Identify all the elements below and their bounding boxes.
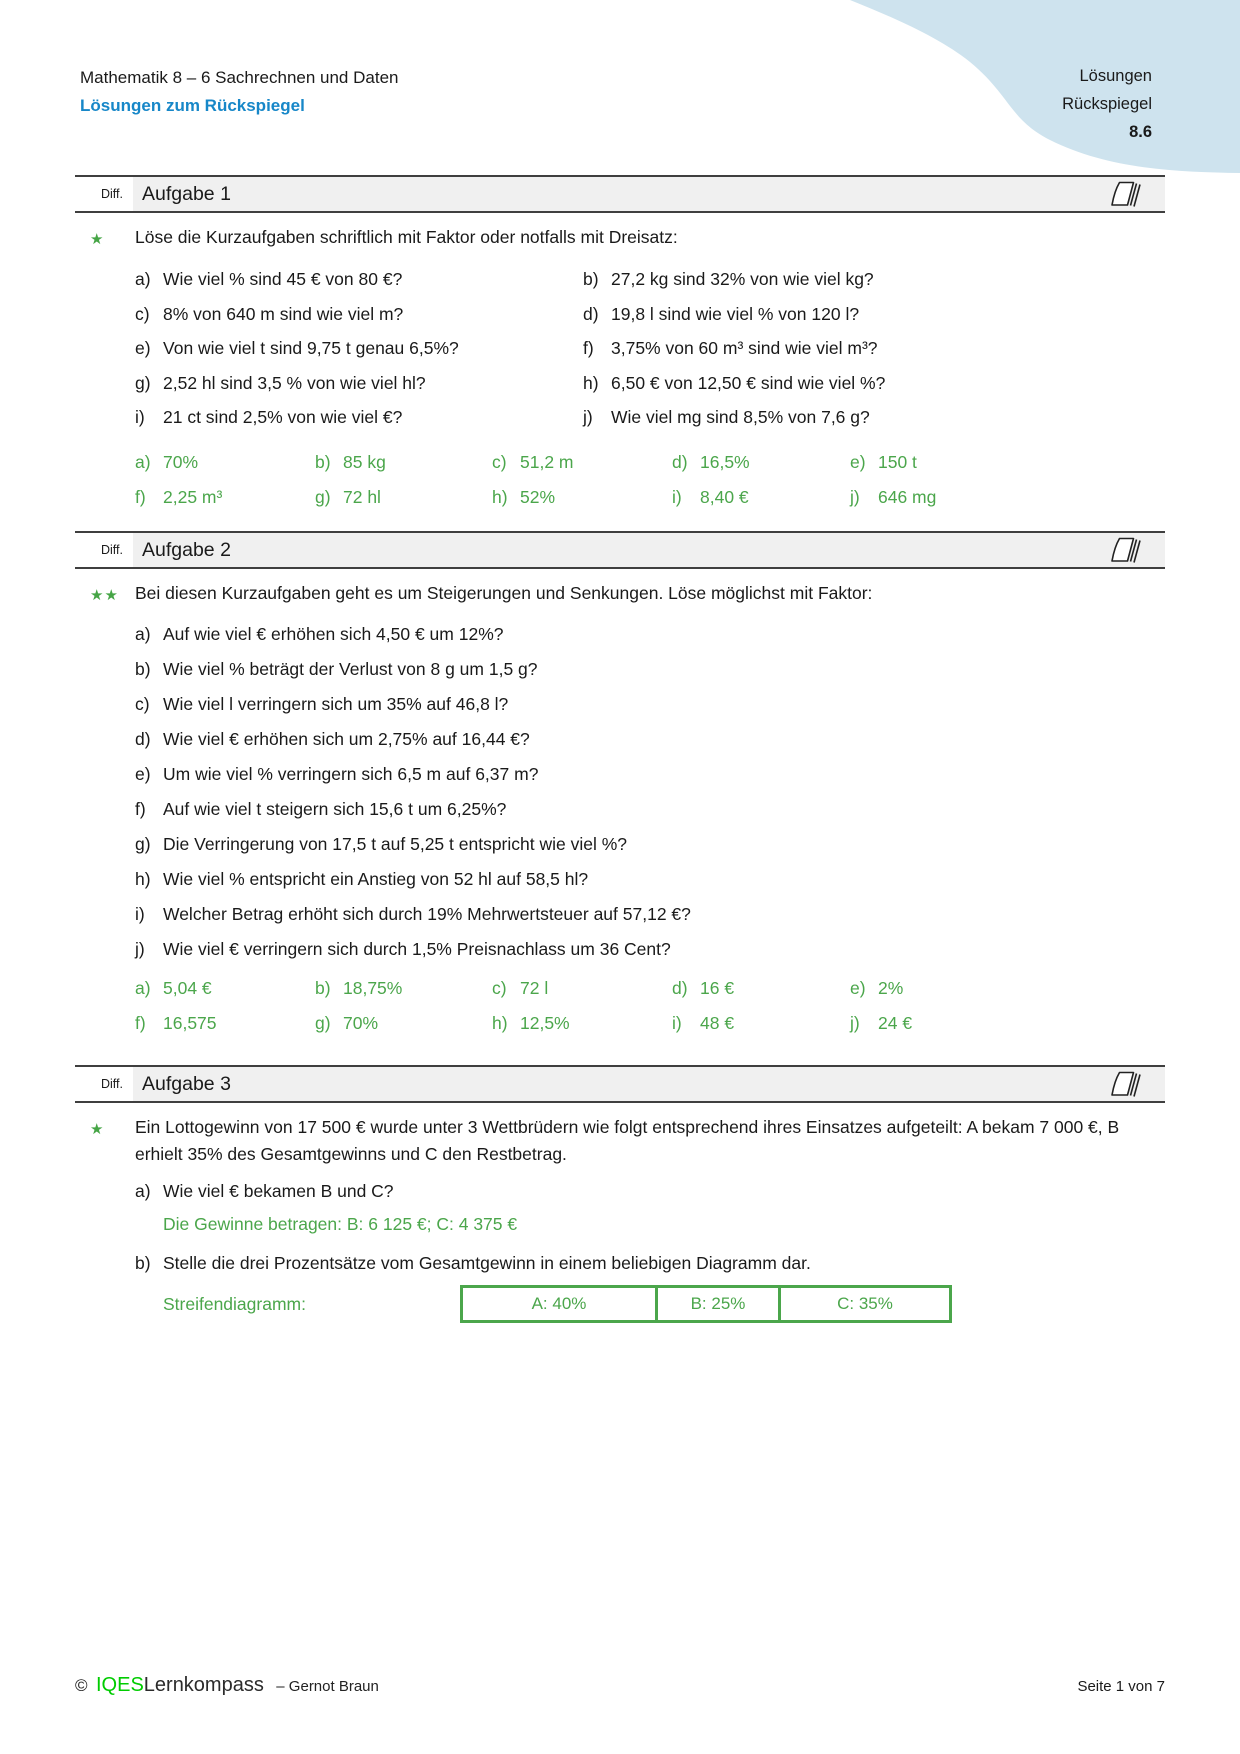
answer-value: 2% <box>878 978 904 998</box>
question-letter: b) <box>135 659 151 679</box>
question-item <box>135 1248 1165 1278</box>
diff-label: Diff. <box>75 177 133 211</box>
question-item <box>135 792 1165 827</box>
task-3-icon-cell <box>1105 1067 1165 1101</box>
answer-item <box>135 1006 315 1041</box>
question-letter: a) <box>135 1181 151 1201</box>
pages-icon <box>1105 536 1145 564</box>
answer-item <box>315 445 492 480</box>
answer-value: 150 t <box>878 451 917 472</box>
answer-item <box>135 445 315 480</box>
question-text: Wie viel % sind 45 € von 80 €? <box>163 269 403 289</box>
question-text: 3,75% von 60 m³ sind wie viel m³? <box>611 338 878 358</box>
answer-value: 12,5% <box>520 1013 570 1033</box>
task-2-intro-row <box>75 580 1165 609</box>
question-text: 2,52 hl sind 3,5 % von wie viel hl? <box>163 372 426 393</box>
question-item <box>135 1176 1165 1206</box>
answer-letter: f) <box>135 1013 146 1033</box>
question-item <box>583 297 1165 332</box>
task-1-intro: Löse die Kurzaufgaben schriftlich mit Faktor oder notfalls mit Dreisatz: <box>135 227 678 247</box>
answer-item <box>315 971 492 1006</box>
question-item <box>135 862 1165 897</box>
answer-value: 16,575 <box>163 1013 217 1033</box>
answer-value: 2,25 m³ <box>163 486 223 507</box>
answer-letter: h) <box>492 1013 508 1033</box>
task-3 <box>75 1065 1165 1324</box>
answer-value: 16,5% <box>700 451 750 472</box>
question-item <box>135 617 1165 652</box>
iqes-logo-text: IQES <box>95 1674 144 1696</box>
question-letter: j) <box>583 407 593 427</box>
question-text: Auf wie viel € erhöhen sich 4,50 € um 12%? <box>163 624 504 644</box>
question-text: 6,50 € von 12,50 € sind wie viel %? <box>611 372 886 393</box>
question-text: Auf wie viel t steigern sich 15,6 t um 6,25%? <box>163 799 507 819</box>
question-text: Wie viel % entspricht ein Anstieg von 52 hl auf 58,5 hl? <box>163 869 589 889</box>
answer-value: 18,75% <box>343 978 403 998</box>
sheet-title: Lösungen zum Rückspiegel <box>80 96 305 115</box>
task-1-icon-cell <box>1105 177 1165 211</box>
question-item <box>135 262 583 297</box>
question-item <box>135 331 583 366</box>
question-item <box>583 331 1165 366</box>
question-letter: h) <box>135 869 151 889</box>
question-letter: d) <box>135 729 151 749</box>
question-text: Von wie viel t sind 9,75 t genau 6,5%? <box>163 338 459 358</box>
answer-value: 72 l <box>520 978 549 998</box>
question-letter: d) <box>583 303 599 324</box>
answer-letter: h) <box>492 486 508 507</box>
answer-value: 70% <box>163 451 199 472</box>
question-text: Welcher Betrag erhöht sich durch 19% Mehrwertsteuer auf 57,12 €? <box>163 904 691 924</box>
question-letter: i) <box>135 407 145 427</box>
answer-value: 24 € <box>878 1013 913 1033</box>
answer-item <box>315 480 492 515</box>
answer-item <box>850 1006 1165 1041</box>
answer-value: 48 € <box>700 1013 735 1033</box>
question-text: Wie viel € erhöhen sich um 2,75% auf 16,44 €? <box>163 729 530 749</box>
question-letter: f) <box>583 338 594 358</box>
course-title: Mathematik 8 – 6 Sachrechnen und Daten <box>80 68 399 87</box>
answer-item <box>492 480 672 515</box>
question-letter: a) <box>135 624 151 644</box>
question-item <box>135 827 1165 862</box>
task-3-title: Aufgabe 3 <box>133 1067 1105 1101</box>
question-item <box>583 366 1165 401</box>
question-letter: h) <box>583 372 599 393</box>
page-header-left <box>80 64 398 120</box>
strip-segment-c: C: 35% <box>778 1288 949 1320</box>
answer-value: 8,40 € <box>700 486 749 507</box>
task-2-icon-cell <box>1105 533 1165 567</box>
task-2-intro: Bei diesen Kurzaufgaben geht es um Steigerungen und Senkungen. Löse möglichst mit Faktor: <box>135 583 873 603</box>
page-footer <box>75 1674 1165 1697</box>
answer-letter: g) <box>315 486 331 507</box>
answer-item <box>315 1006 492 1041</box>
answer-letter: e) <box>850 978 866 998</box>
task-3-header <box>75 1065 1165 1103</box>
lernkompass-logo-text: Lernkompass <box>143 1674 264 1696</box>
question-letter: e) <box>135 764 151 784</box>
author-name: – Gernot Braun <box>276 1678 379 1695</box>
answer-item <box>850 480 1165 515</box>
answer-letter: c) <box>492 978 507 998</box>
task-2-answers <box>135 971 1165 1041</box>
question-letter: j) <box>135 939 145 959</box>
header-right-line2: Rückspiegel <box>1062 95 1152 113</box>
question-item <box>135 897 1165 932</box>
task-2-questions <box>135 617 1165 967</box>
answer-item <box>492 1006 672 1041</box>
question-item <box>135 652 1165 687</box>
question-item <box>135 400 583 435</box>
answer-letter: c) <box>492 451 507 472</box>
answer-value: 5,04 € <box>163 978 212 998</box>
answer-item <box>672 445 850 480</box>
task-3-intro-row <box>75 1114 1165 1168</box>
task-1-questions <box>135 262 1165 435</box>
corner-decoration <box>850 0 1240 176</box>
question-letter: f) <box>135 799 146 819</box>
answer-value: 70% <box>343 1013 379 1033</box>
question-text: Wie viel mg sind 8,5% von 7,6 g? <box>611 407 870 427</box>
answer-item <box>492 445 672 480</box>
answer-item <box>850 971 1165 1006</box>
question-text: 19,8 l sind wie viel % von 120 l? <box>611 303 860 324</box>
question-text: Um wie viel % verringern sich 6,5 m auf 6,37 m? <box>163 764 539 784</box>
publisher-credit <box>75 1674 379 1697</box>
answer-item <box>135 971 315 1006</box>
strip-diagram-row <box>163 1284 1165 1324</box>
task-3-intro: Ein Lottogewinn von 17 500 € wurde unter 3 Wettbrüdern wie folgt entsprechend ihres Einsatzes aufgeteilt: A bekam 7 000 €, B erhielt 35% des Gesamtgewinns und C den Restbetrag. <box>135 1117 1120 1164</box>
header-right-line1: Lösungen <box>1079 67 1152 85</box>
task-2-header <box>75 531 1165 569</box>
answer-value: 646 mg <box>878 486 937 507</box>
question-text: Stelle die drei Prozentsätze vom Gesamtgewinn in einem beliebigen Diagramm dar. <box>163 1253 811 1273</box>
question-item <box>135 932 1165 967</box>
difficulty-stars: ★ <box>90 231 105 248</box>
answer-letter: i) <box>672 1013 682 1033</box>
answer-item <box>672 480 850 515</box>
question-letter: g) <box>135 372 151 393</box>
question-text: 8% von 640 m sind wie viel m? <box>163 303 404 324</box>
question-item <box>135 687 1165 722</box>
question-text: Wie viel l verringern sich um 35% auf 46,8 l? <box>163 694 509 714</box>
question-letter: b) <box>135 1253 151 1273</box>
answer-value: 16 € <box>700 978 735 998</box>
answer-letter: a) <box>135 451 151 472</box>
answer-value: 72 hl <box>343 486 381 507</box>
copyright-symbol: © <box>75 1676 88 1695</box>
answer-item <box>672 971 850 1006</box>
answer-letter: i) <box>672 486 682 507</box>
diff-label: Diff. <box>75 1067 133 1101</box>
page-header-right <box>1062 62 1152 146</box>
answer-value: 51,2 m <box>520 451 574 472</box>
question-item <box>135 297 583 332</box>
answer-letter: g) <box>315 1013 331 1033</box>
question-text: Wie viel € verringern sich durch 1,5% Preisnachlass um 36 Cent? <box>163 939 671 959</box>
question-text: Wie viel € bekamen B und C? <box>163 1181 394 1201</box>
strip-diagram <box>460 1285 952 1323</box>
answer-text: Die Gewinne betragen: B: 6 125 €; C: 4 375 € <box>163 1214 518 1234</box>
question-item <box>135 722 1165 757</box>
pages-icon <box>1105 1070 1145 1098</box>
answer-letter: f) <box>135 486 146 507</box>
diff-label: Diff. <box>75 533 133 567</box>
answer-item <box>672 1006 850 1041</box>
question-item <box>583 262 1165 297</box>
task-2-title: Aufgabe 2 <box>133 533 1105 567</box>
page-number: Seite 1 von 7 <box>1077 1678 1165 1695</box>
difficulty-stars: ★ <box>90 1121 105 1138</box>
question-letter: g) <box>135 834 151 854</box>
answer-item <box>492 971 672 1006</box>
answer-letter: d) <box>672 978 688 998</box>
answer-letter: j) <box>850 486 860 507</box>
task-1 <box>75 175 1165 515</box>
answer-letter: b) <box>315 978 331 998</box>
task-2 <box>75 531 1165 1041</box>
task-1-answers <box>135 445 1165 515</box>
answer-letter: j) <box>850 1013 860 1033</box>
question-letter: c) <box>135 694 150 714</box>
difficulty-stars: ★★ <box>90 587 119 604</box>
question-letter: c) <box>135 303 150 324</box>
answer-letter: a) <box>135 978 151 998</box>
task-1-header <box>75 175 1165 213</box>
question-letter: a) <box>135 269 151 289</box>
question-text: Wie viel % beträgt der Verlust von 8 g um 1,5 g? <box>163 659 538 679</box>
answer-letter: e) <box>850 451 866 472</box>
question-item <box>583 400 1165 435</box>
pages-icon <box>1105 180 1145 208</box>
answer-letter: d) <box>672 451 688 472</box>
question-item <box>135 757 1165 792</box>
answer-item <box>135 480 315 515</box>
question-letter: b) <box>583 269 599 289</box>
answer-value: 85 kg <box>343 451 386 472</box>
answer-value: 52% <box>520 486 556 507</box>
strip-diagram-label: Streifendiagramm: <box>163 1293 306 1314</box>
strip-segment-a: A: 40% <box>531 1294 587 1313</box>
question-item <box>135 366 583 401</box>
question-text: 27,2 kg sind 32% von wie viel kg? <box>611 269 874 289</box>
task-1-title: Aufgabe 1 <box>133 177 1105 211</box>
question-letter: e) <box>135 338 151 358</box>
answer-item <box>850 445 1165 480</box>
chapter-badge: 8.6 <box>1129 123 1152 141</box>
task-1-intro-row <box>75 224 1165 253</box>
question-letter: i) <box>135 904 145 924</box>
answer-letter: b) <box>315 451 331 472</box>
question-text: Die Verringerung von 17,5 t auf 5,25 t entspricht wie viel %? <box>163 834 628 854</box>
strip-segment-b: B: 25% <box>655 1288 778 1320</box>
question-text: 21 ct sind 2,5% von wie viel €? <box>163 407 403 427</box>
